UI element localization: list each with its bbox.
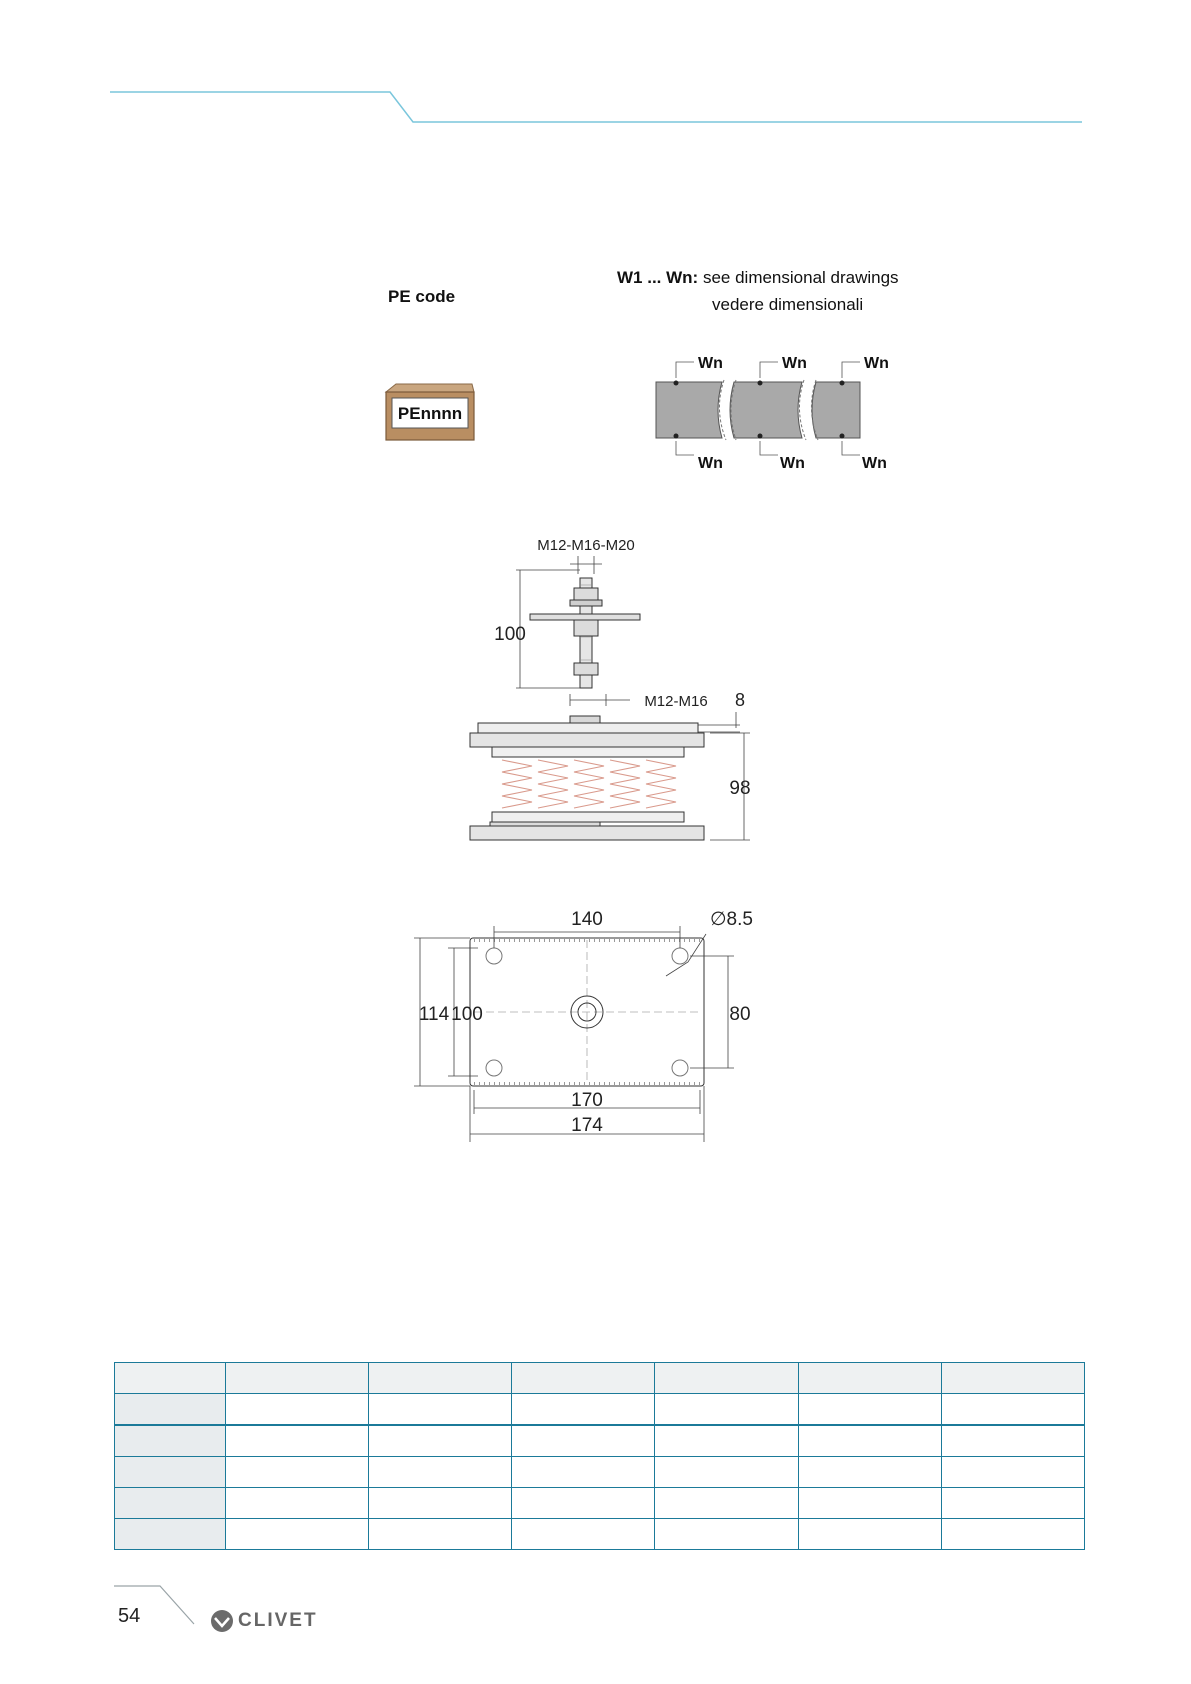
table-cell [941,1457,1084,1488]
pe-box-label: PEnnnn [397,404,463,423]
table-cell [226,1488,369,1519]
table-cell [655,1425,798,1457]
table-cell [369,1457,512,1488]
table-cell [941,1519,1084,1550]
table-cell [115,1394,226,1426]
table-cell [115,1425,226,1457]
table-row [115,1425,1085,1457]
page-number: 54 [118,1605,141,1627]
bolt-height-dimension: 100 [494,624,526,645]
table-cell [798,1519,941,1550]
weight-label-top: Wn [864,355,889,372]
unit-section-middle [730,382,802,438]
table-cell [369,1363,512,1394]
table-cell [369,1394,512,1426]
mount-height-dimension: 98 [729,778,751,799]
data-table [114,1362,1085,1550]
weight-label-top: Wn [782,355,807,372]
table-cell [226,1425,369,1457]
table-cell [369,1488,512,1519]
brand-logo [210,1609,318,1633]
outer-depth-dimension: 114 [418,1004,450,1025]
base-thread-label: M12-M16 [644,693,708,710]
table-cell [115,1457,226,1488]
table-cell [115,1363,226,1394]
pe-code-title: PE code [388,287,456,306]
mount-plan-view [470,938,704,1086]
weight-label-bottom: Wn [862,455,887,472]
plate-thickness-dimension: 8 [734,690,746,710]
table-cell [941,1488,1084,1519]
table-cell [115,1488,226,1519]
table-cell [941,1363,1084,1394]
table-cell [512,1394,655,1426]
packing-box-icon [382,382,478,444]
table-cell [512,1425,655,1457]
table-row [115,1363,1085,1394]
table-cell [226,1519,369,1550]
mount-side-view [470,716,704,840]
table-cell [655,1394,798,1426]
weights-caption-text: see dimensional drawings [702,268,899,287]
hole-spacing-depth-dimension: 80 [729,1004,751,1025]
table-row [115,1519,1085,1550]
weight-label-top: Wn [698,355,723,372]
unit-section-left [656,382,722,438]
weight-label-bottom: Wn [698,455,723,472]
table-cell [798,1394,941,1426]
table-cell [655,1363,798,1394]
table-cell [512,1457,655,1488]
table-cell [115,1519,226,1550]
table-row [115,1457,1085,1488]
inner-depth-dimension: 100 [451,1004,483,1025]
weights-caption-line2: vedere dimensionali [712,295,864,314]
unit-section-right [812,382,860,438]
header-divider-line [0,0,1191,140]
table-cell [369,1425,512,1457]
weights-caption-bold: W1 ... Wn: [617,268,699,287]
table-cell [655,1488,798,1519]
spring-mount-drawing [410,530,810,1145]
table-cell [798,1457,941,1488]
table-cell [512,1488,655,1519]
clivet-logo-icon [210,1609,234,1633]
hole-spacing-dimension: 140 [571,909,603,930]
brand-name: CLIVET [238,1610,318,1631]
table-cell [512,1363,655,1394]
table-cell [798,1425,941,1457]
table-cell [369,1519,512,1550]
weights-caption [617,268,899,288]
table-cell [226,1394,369,1426]
table-cell [226,1457,369,1488]
table-cell [655,1457,798,1488]
table-row [115,1488,1085,1519]
hole-diameter-dimension: ∅8.5 [710,909,753,930]
table-cell [941,1394,1084,1426]
inner-width-dimension: 170 [571,1090,603,1111]
outer-width-dimension: 174 [571,1115,603,1136]
table-row [115,1394,1085,1426]
table-cell [226,1363,369,1394]
table-cell [798,1363,941,1394]
table-cell [512,1519,655,1550]
weight-distribution-diagram [650,340,920,475]
springs [502,760,676,808]
bolt-thread-label: M12-M16-M20 [537,537,635,554]
weight-label-bottom: Wn [780,455,805,472]
bolt-assembly [530,578,640,688]
table-cell [798,1488,941,1519]
table-cell [655,1519,798,1550]
table-cell [941,1425,1084,1457]
